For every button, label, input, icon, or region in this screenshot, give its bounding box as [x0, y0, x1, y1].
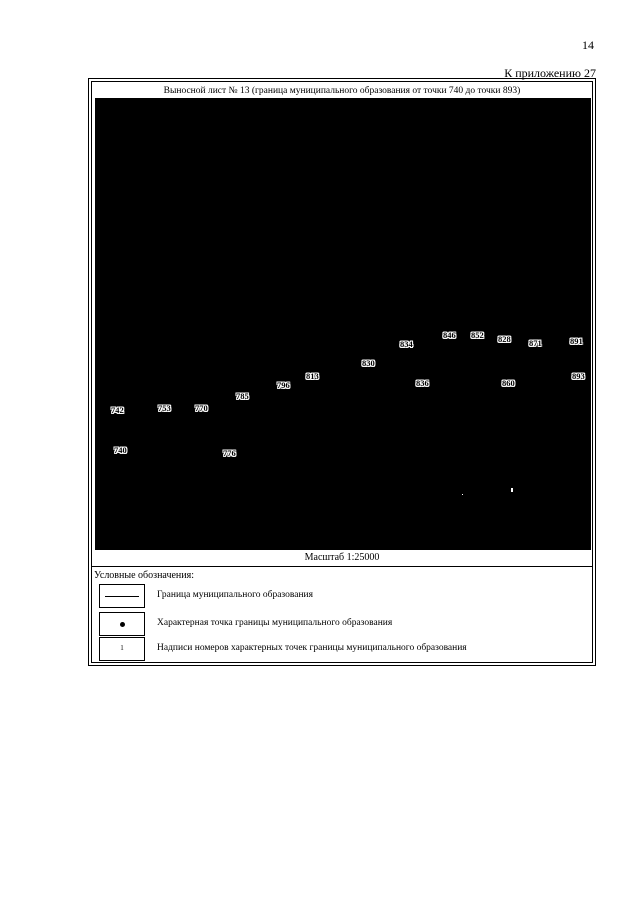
point-label-742: 742: [111, 405, 124, 415]
label-marker-icon: 1: [120, 644, 124, 652]
map-scale: Масштаб 1:25000: [304, 552, 380, 563]
point-label-828: 828: [498, 334, 511, 344]
boundary-line-icon: [105, 596, 139, 597]
point-label-753: 753: [158, 403, 171, 413]
page-number: 14: [582, 38, 594, 52]
legend-text: Характерная точка границы муниципального образования: [157, 618, 393, 628]
point-label-796: 796: [277, 380, 290, 390]
point-dot-icon: [120, 622, 125, 627]
sheet-inner-frame: [91, 81, 593, 663]
sheet-title: Выносной лист № 13 (граница муниципального образования от точки 740 до точки 893): [163, 86, 521, 96]
legend-item-label: [99, 637, 579, 661]
legend-title: Условные обозначения:: [94, 570, 195, 581]
point-label-860: 860: [502, 378, 515, 388]
point-label-836: 836: [416, 378, 429, 388]
point-label-846: 846: [443, 330, 456, 340]
point-label-770: 770: [195, 403, 208, 413]
legend-item-point: [99, 612, 579, 636]
point-label-834: 834: [400, 339, 413, 349]
legend-box: [99, 612, 145, 636]
point-label-740: 740: [114, 445, 127, 455]
map-area: [95, 98, 591, 550]
point-label-830: 830: [362, 358, 375, 368]
map-point-dot: [511, 488, 513, 492]
legend-box: [99, 637, 145, 661]
legend-item-boundary: [99, 584, 579, 608]
appendix-label: К приложению 27: [504, 66, 596, 80]
legend-divider: [92, 566, 592, 567]
point-label-891: 891: [570, 336, 583, 346]
point-label-813: 813: [306, 371, 319, 381]
point-label-852: 852: [471, 330, 484, 340]
map-point-dot: [462, 494, 463, 495]
sheet-frame: [88, 78, 596, 666]
legend-text: Граница муниципального образования: [157, 590, 313, 600]
point-label-893: 893: [572, 371, 585, 381]
point-label-776: 776: [223, 448, 236, 458]
legend-box: [99, 584, 145, 608]
point-label-785: 785: [236, 391, 249, 401]
legend-text: Надписи номеров характерных точек границы муниципального образования: [157, 643, 467, 653]
point-label-871: 871: [529, 338, 542, 348]
